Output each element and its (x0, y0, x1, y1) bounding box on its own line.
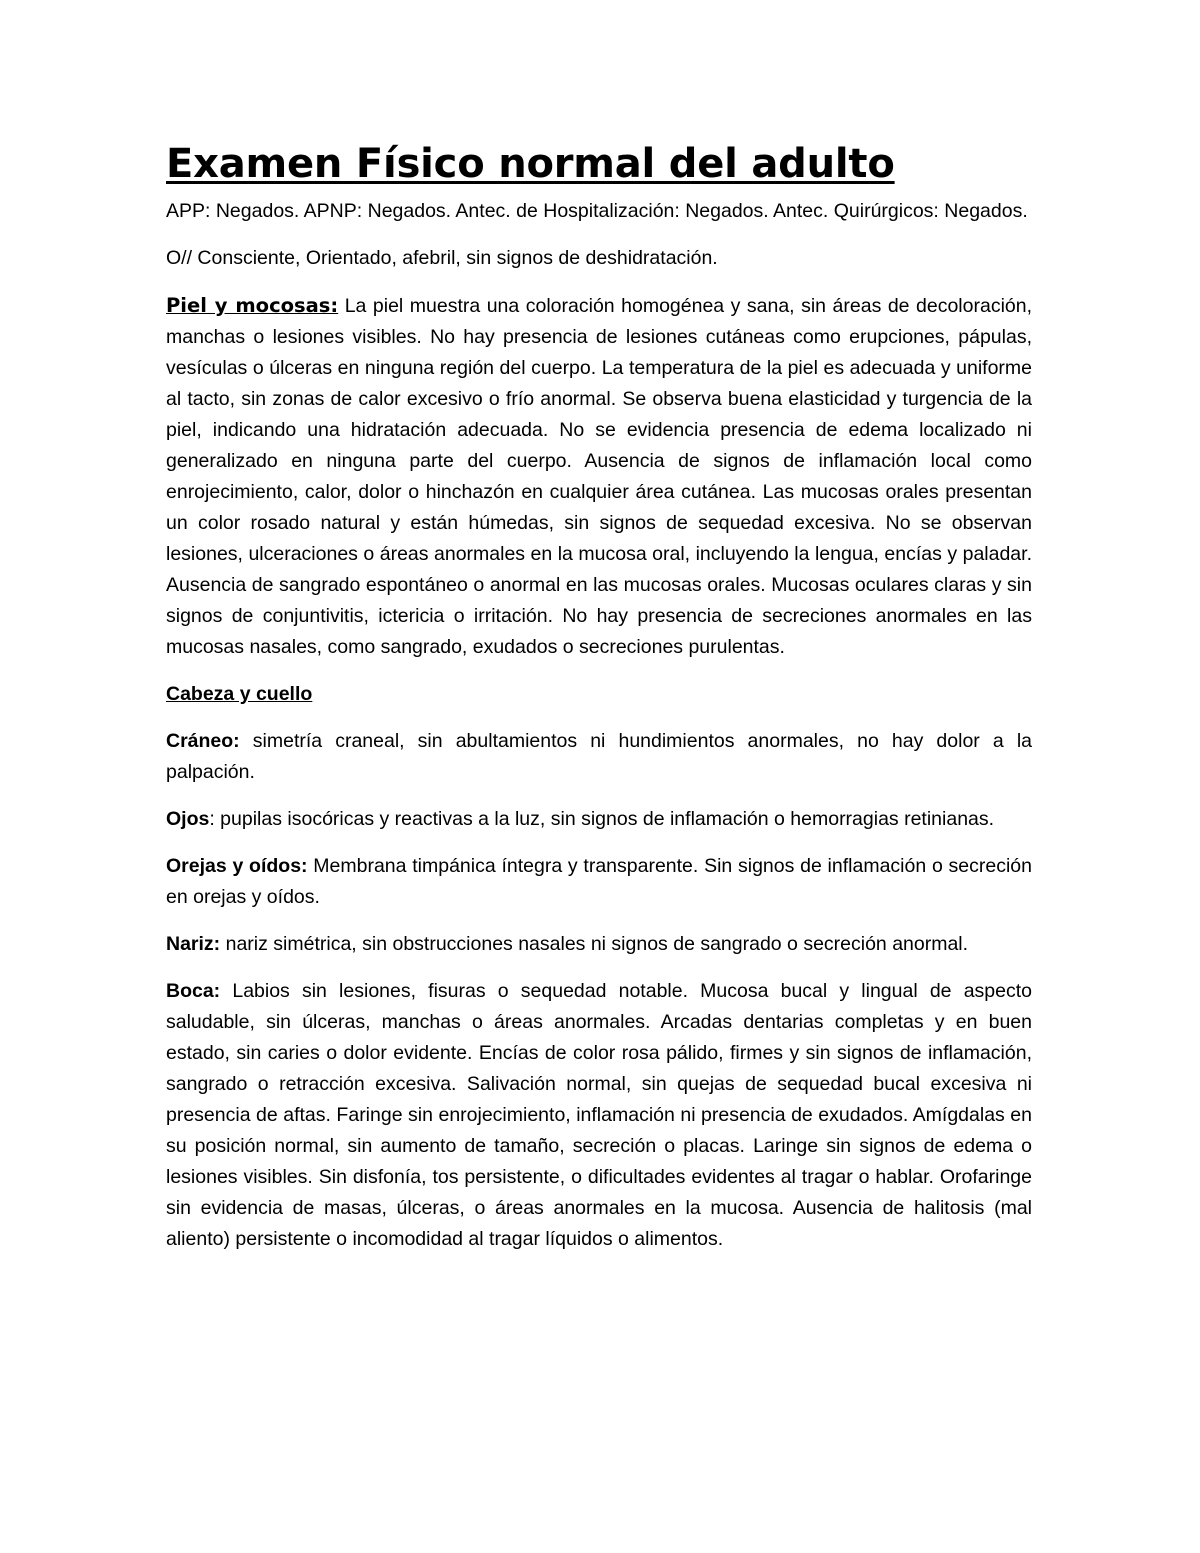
boca-paragraph (166, 976, 1032, 1255)
ojos-text: : pupilas isocóricas y reactivas a la luz, sin signos de inflamación o hemorragias retinianas. (209, 808, 995, 830)
document-title: Examen Físico normal del adulto (166, 141, 895, 187)
craneo-paragraph (166, 726, 1032, 788)
orejas-oidos-paragraph (166, 851, 1032, 913)
nariz-paragraph (166, 929, 1032, 960)
document-page (166, 138, 1032, 1255)
orejas-oidos-text: Membrana timpánica íntegra y transparente. Sin signos de inflamación o secreción en orejas y oídos. (166, 855, 1032, 908)
boca-text: Labios sin lesiones, fisuras o sequedad notable. Mucosa bucal y lingual de aspecto saludable, sin úlceras, manchas o áreas anormales. Arcadas dentarias completas y en buen estado, sin caries o dolor evidente. Encías de color rosa pálido, firmes y sin signos de inflamación, sangrado o retracción excesiva. Salivación normal, sin quejas de sequedad bucal excesiva ni presencia de aftas. Faringe sin enrojecimiento, inflamación ni presencia de exudados. Amígdalas en su posición normal, sin aumento de tamaño, secreción o placas. Laringe sin signos de edema o lesiones visibles. Sin disfonía, tos persistente, o dificultades evidentes al tragar o hablar. Orofaringe sin evidencia de masas, úlceras, o áreas anormales en la mucosa. Ausencia de halitosis (mal aliento) persistente o incomodidad al tragar líquidos o alimentos. (166, 980, 1032, 1250)
ojos-paragraph (166, 804, 1032, 835)
orejas-oidos-label: Orejas y oídos: (166, 855, 308, 877)
nariz-text: nariz simétrica, sin obstrucciones nasales ni signos de sangrado o secreción anormal. (220, 933, 969, 955)
ojos-label: Ojos (166, 808, 210, 830)
craneo-label: Cráneo: (166, 730, 240, 752)
boca-label: Boca: (166, 980, 221, 1002)
piel-mucosas-label: Piel y mocosas: (166, 294, 339, 317)
nariz-label: Nariz: (166, 933, 221, 955)
cabeza-cuello-heading: Cabeza y cuello (166, 683, 313, 705)
piel-mucosas-paragraph (166, 290, 1032, 663)
observacion-paragraph: O// Consciente, Orientado, afebril, sin signos de deshidratación. (166, 247, 718, 269)
piel-mucosas-text: La piel muestra una coloración homogénea y sana, sin áreas de decoloración, manchas o lesiones visibles. No hay presencia de lesiones cutáneas como erupciones, pápulas, vesículas o úlceras en ninguna región del cuerpo. La temperatura de la piel es adecuada y uniforme al tacto, sin zonas de calor excesivo o frío anormal. Se observa buena elasticidad y turgencia de la piel, indicando una hidratación adecuada. No se evidencia presencia de edema localizado ni generalizado en ninguna parte del cuerpo. Ausencia de signos de inflamación local como enrojecimiento, calor, dolor o hinchazón en cualquier área cutánea. Las mucosas orales presentan un color rosado natural y están húmedas, sin signos de sequedad excesiva. No se observan lesiones, ulceraciones o áreas anormales en la mucosa oral, incluyendo la lengua, encías y paladar. Ausencia de sangrado espontáneo o anormal en las mucosas orales. Mucosas oculares claras y sin signos de conjuntivitis, ictericia o irritación. No hay presencia de secreciones anormales en las mucosas nasales, como sangrado, exudados o secreciones purulentas. (166, 295, 1033, 658)
craneo-text: simetría craneal, sin abultamientos ni hundimientos anormales, no hay dolor a la palpación. (166, 730, 1032, 783)
antecedentes-paragraph: APP: Negados. APNP: Negados. Antec. de Hospitalización: Negados. Antec. Quirúrgicos: Negados. (166, 200, 1028, 222)
